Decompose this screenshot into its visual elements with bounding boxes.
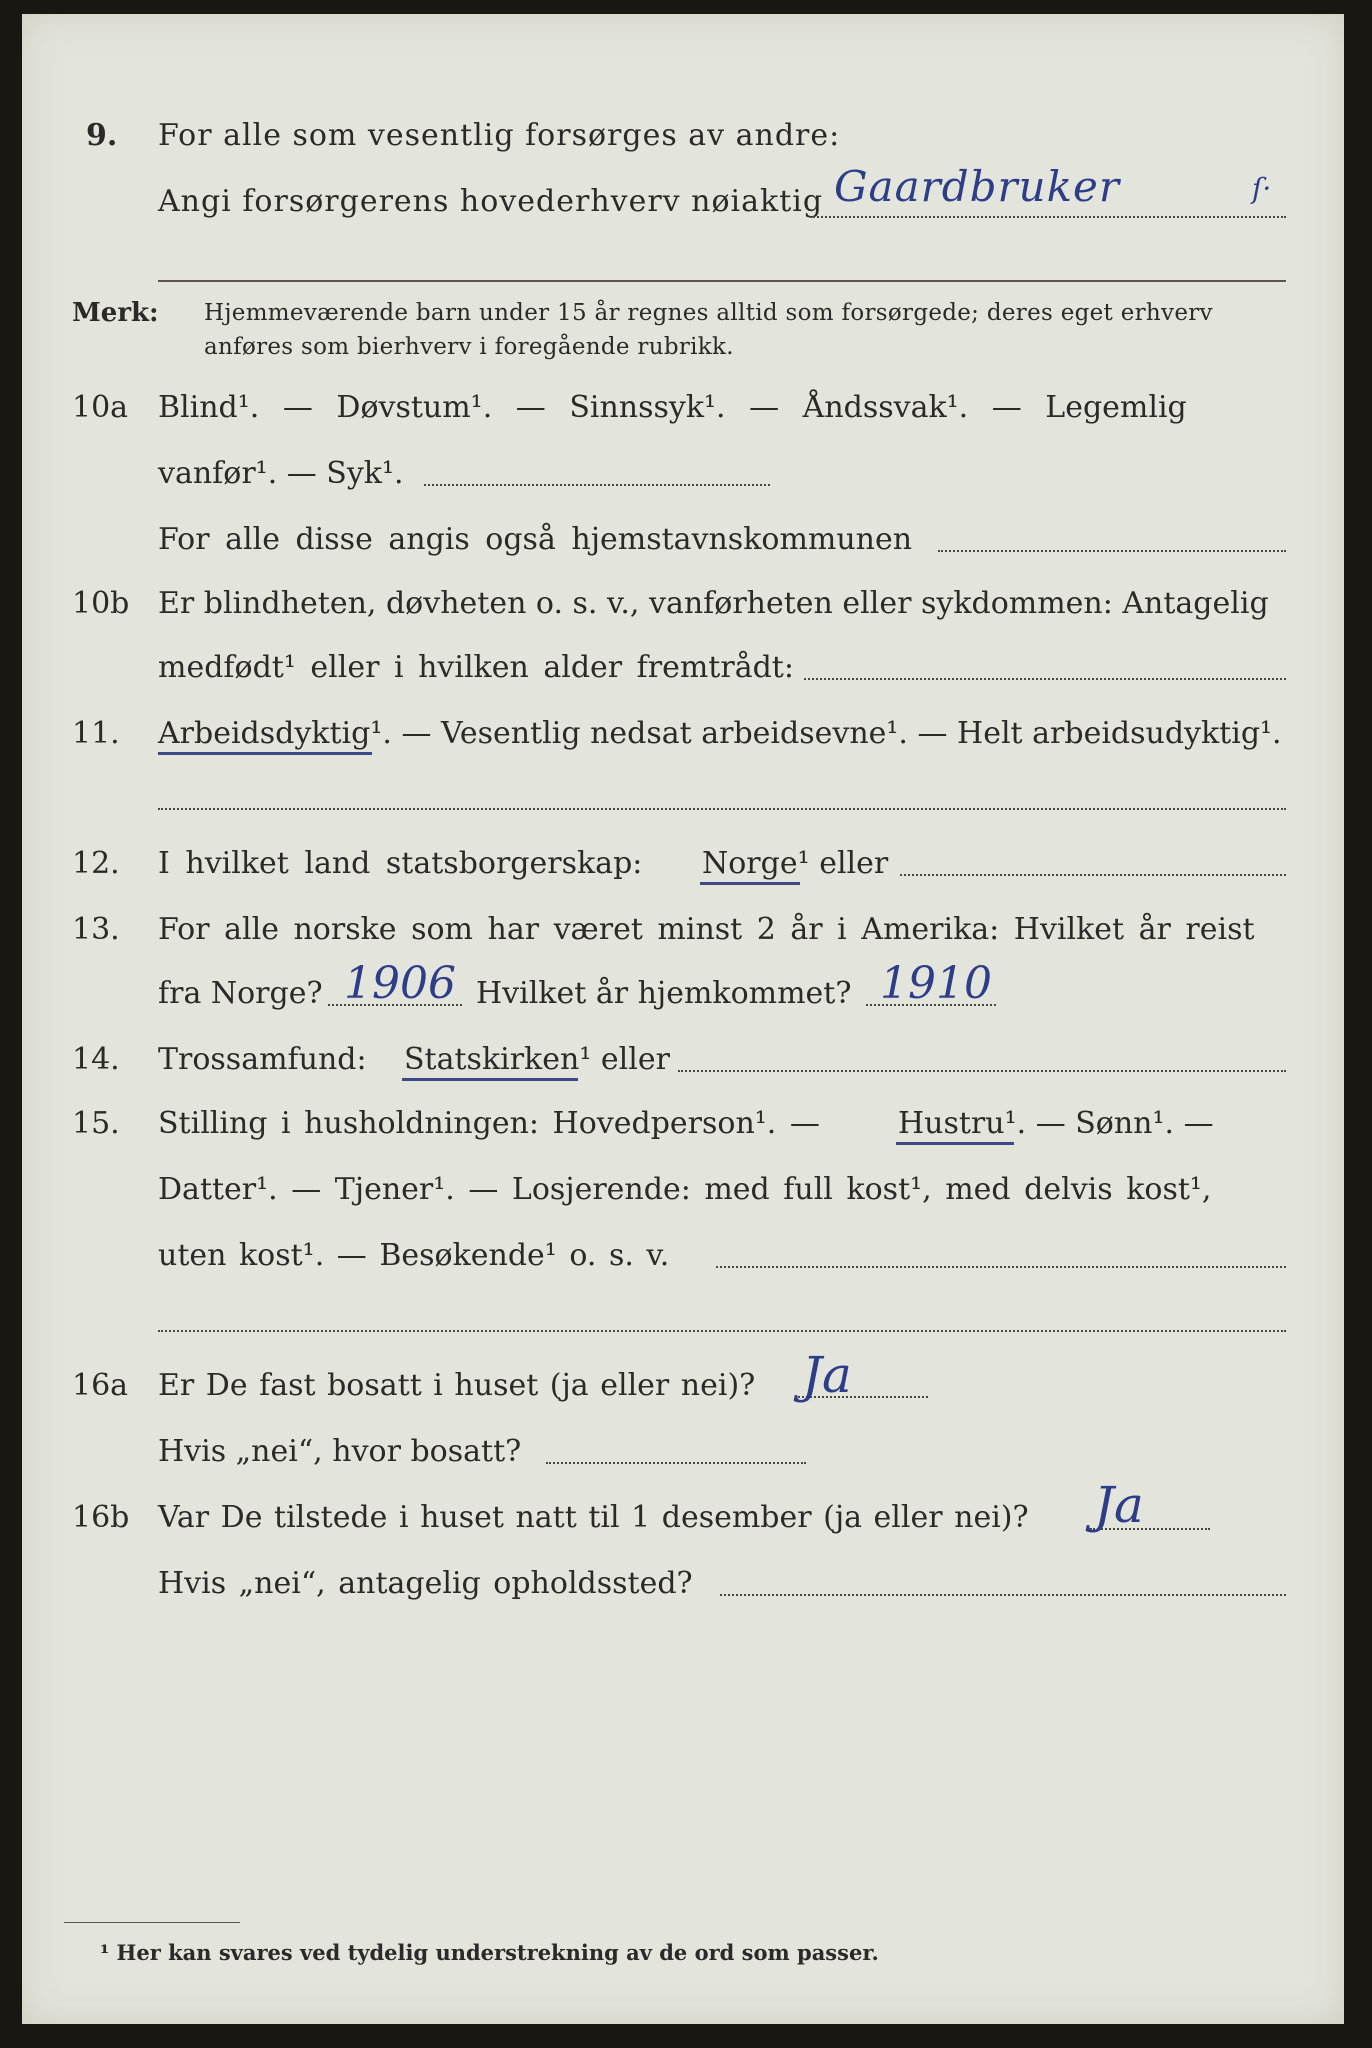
option-hustru: Hustru <box>898 1106 1005 1141</box>
handwritten-year-hjemkommet: 1910 <box>880 958 992 1009</box>
question-9-line2: Angi forsørgerens hovederhverv nøiaktig <box>158 184 824 219</box>
answer-line-q11 <box>158 808 1286 810</box>
answer-line-q14 <box>678 1070 1286 1072</box>
handwritten-answer-q9: Gaardbruker <box>834 162 1120 211</box>
answer-line-q10a-kommune <box>938 550 1286 552</box>
handwritten-year-reist: 1906 <box>344 958 456 1009</box>
answer-line-q16a-bosatt <box>546 1462 806 1464</box>
question-13-number: 13. <box>72 912 120 947</box>
option-arbeidsdyktig: Arbeidsdyktig <box>158 716 371 751</box>
option-statskirken: Statskirken <box>404 1042 580 1077</box>
question-10b-number: 10b <box>72 586 130 621</box>
question-15-options <box>898 1106 1214 1141</box>
question-14-options <box>404 1042 670 1077</box>
handwritten-answer-q16b: Ja <box>1094 1476 1144 1534</box>
answer-line-q12 <box>900 874 1286 876</box>
underline-norge <box>700 882 800 885</box>
question-15-part1: Stilling i husholdningen: Hovedperson¹. — <box>158 1106 820 1141</box>
footnote-text: ¹ Her kan svares ved tydelig understrekning av de ord som passer. <box>100 1940 879 1965</box>
underline-hustru <box>896 1142 1014 1145</box>
question-16a-line1: Er De fast bosatt i huset (ja eller nei)? <box>158 1368 756 1403</box>
question-10a-line1: Blind¹. — Døvstum¹. — Sinnssyk¹. — Åndssvak¹. — Legemlig <box>158 390 1187 425</box>
question-14-number: 14. <box>72 1042 120 1077</box>
question-12-options <box>702 846 888 881</box>
answer-line-q9 <box>810 216 1286 218</box>
question-10a-line2: vanfør¹. — Syk¹. <box>158 456 404 491</box>
underline-arbeidsdyktig <box>158 752 372 755</box>
question-14-eller: ¹ eller <box>579 1042 670 1077</box>
separator-line <box>158 280 1286 282</box>
question-9-number: 9. <box>86 118 118 153</box>
note-line2: anføres som bierhverv i foregående rubrikk. <box>204 334 734 360</box>
question-16a-line2: Hvis „nei“, hvor bosatt? <box>158 1434 522 1469</box>
answer-line-q10b <box>804 678 1286 680</box>
note-label: Merk: <box>72 298 159 328</box>
question-9-line1: For alle som vesentlig forsørges av andre: <box>158 118 841 153</box>
question-13-hjemkommet: Hvilket år hjemkommet? <box>476 976 852 1011</box>
option-norge: Norge <box>702 846 798 881</box>
question-15-number: 15. <box>72 1106 120 1141</box>
question-14-part1: Trossamfund: <box>158 1042 367 1077</box>
question-15-part3: ¹. — Sønn¹. — <box>1004 1106 1214 1141</box>
answer-line-q15 <box>716 1266 1286 1268</box>
question-16b-line2: Hvis „nei“, antagelig opholdssted? <box>158 1566 693 1601</box>
question-13-fra-norge: fra Norge? <box>158 976 323 1011</box>
handwritten-answer-q16a: Ja <box>802 1346 852 1404</box>
answer-line-q10a-syk <box>424 484 770 486</box>
question-12-part1: I hvilket land statsborgerskap: <box>158 846 643 881</box>
question-13-line1: For alle norske som har været minst 2 år i Amerika: Hvilket år reist <box>158 912 1255 947</box>
question-12-number: 12. <box>72 846 120 881</box>
answer-line-q15-extra <box>158 1330 1286 1332</box>
answer-line-q16b-opholdssted <box>720 1594 1286 1596</box>
question-10a-number: 10a <box>72 390 129 425</box>
question-10b-line2: medfødt¹ eller i hvilken alder fremtrådt: <box>158 650 794 685</box>
underline-statskirken <box>402 1078 578 1081</box>
question-16b-number: 16b <box>72 1500 130 1535</box>
question-11-number: 11. <box>72 716 120 751</box>
question-10a-line3: For alle disse angis også hjemstavnskommunen <box>158 522 913 557</box>
question-11-line <box>158 716 1282 751</box>
handwritten-mark-q9: ſ· <box>1252 172 1272 205</box>
question-12-eller: ¹ eller <box>797 846 889 881</box>
footnote-rule <box>64 1922 240 1923</box>
question-16b-line1: Var De tilstede i huset natt til 1 desember (ja eller nei)? <box>158 1500 1029 1535</box>
note-line1: Hjemmeværende barn under 15 år regnes alltid som forsørgede; deres eget erhverv <box>204 300 1213 326</box>
question-10b-line1: Er blindheten, døvheten o. s. v., vanførheten eller sykdommen: Antagelig <box>158 586 1269 621</box>
question-15-line3: uten kost¹. — Besøkende¹ o. s. v. <box>158 1238 670 1273</box>
question-11-rest: ¹. — Vesentlig nedsat arbeidsevne¹. — Helt arbeidsudyktig¹. <box>370 716 1282 751</box>
question-15-line2: Datter¹. — Tjener¹. — Losjerende: med full kost¹, med delvis kost¹, <box>158 1172 1212 1207</box>
question-16a-number: 16a <box>72 1368 129 1403</box>
